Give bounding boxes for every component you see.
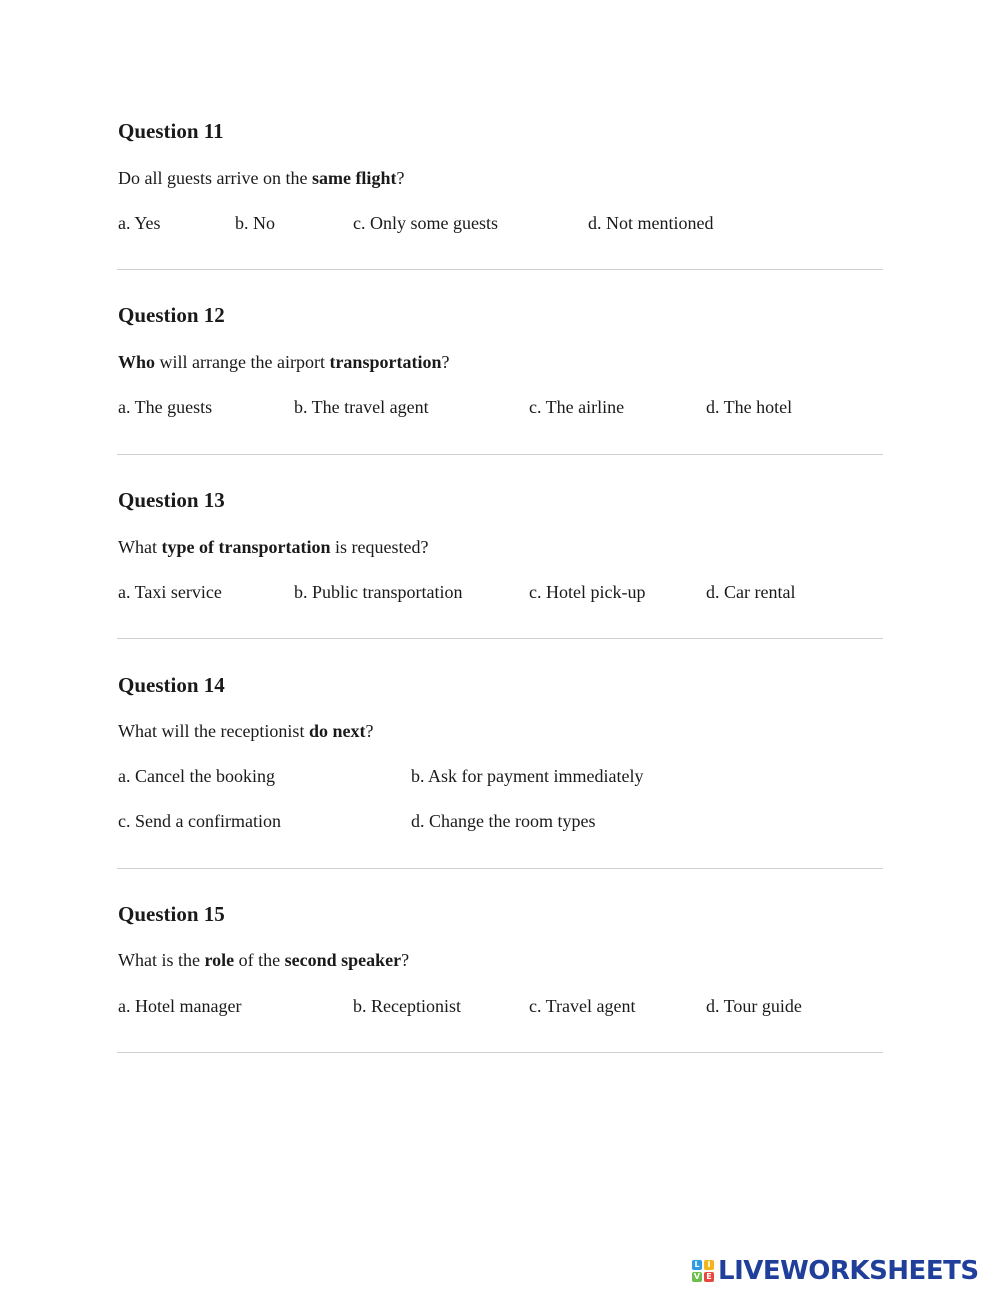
prompt-text: ?: [396, 168, 405, 188]
q12-option-b[interactable]: b. The travel agent: [294, 397, 429, 417]
question-11-title: Question 11: [118, 119, 224, 143]
prompt-keyword: same flight: [311, 168, 397, 188]
q14-option-a[interactable]: a. Cancel the booking: [118, 766, 275, 786]
liveworksheets-logo: [692, 1255, 979, 1287]
divider: [117, 868, 883, 869]
q15-option-d[interactable]: d. Tour guide: [706, 996, 802, 1016]
prompt-keyword: do next: [308, 721, 366, 741]
q13-option-b[interactable]: b. Public transportation: [294, 582, 463, 602]
q14-option-b[interactable]: b. Ask for payment immediately: [411, 766, 644, 786]
q15-option-a[interactable]: a. Hotel manager: [118, 996, 242, 1016]
q15-option-b[interactable]: b. Receptionist: [353, 996, 461, 1016]
q11-option-b[interactable]: b. No: [235, 213, 275, 233]
q15-option-c[interactable]: c. Travel agent: [529, 996, 636, 1016]
prompt-text: What: [118, 537, 162, 557]
divider: [117, 269, 883, 270]
prompt-keyword: transportation: [329, 352, 442, 372]
prompt-text: ?: [401, 950, 410, 970]
question-13-title: Question 13: [118, 488, 225, 512]
q13-option-d[interactable]: d. Car rental: [706, 582, 796, 602]
prompt-text: What is the: [118, 950, 205, 970]
q11-option-a[interactable]: a. Yes: [118, 213, 161, 233]
prompt-keyword: Who: [118, 352, 156, 372]
question-15-prompt: [118, 951, 409, 969]
q12-option-c[interactable]: c. The airline: [529, 397, 625, 417]
prompt-text: is requested?: [330, 537, 429, 557]
prompt-keyword: role: [204, 950, 235, 970]
q12-option-a[interactable]: a. The guests: [118, 397, 213, 417]
logo-tile-i: I: [704, 1260, 714, 1270]
question-13-prompt: [118, 538, 428, 556]
q11-option-c[interactable]: c. Only some guests: [353, 213, 498, 233]
q13-option-c[interactable]: c. Hotel pick-up: [529, 582, 646, 602]
question-11-prompt: [118, 169, 404, 187]
divider: [117, 454, 883, 455]
question-12-title: Question 12: [118, 303, 225, 327]
q14-option-c[interactable]: c. Send a confirmation: [118, 811, 281, 831]
prompt-text: What will the receptionist: [118, 721, 309, 741]
divider: [117, 638, 883, 639]
logo-text: LIVEWORKSHEETS: [718, 1256, 979, 1286]
logo-tile-v: V: [693, 1272, 701, 1281]
q13-option-a[interactable]: a. Taxi service: [118, 582, 222, 602]
logo-tile-l: L: [692, 1260, 702, 1270]
question-12-prompt: [118, 353, 449, 371]
divider: [117, 1052, 883, 1053]
question-15-title: Question 15: [118, 902, 225, 926]
prompt-text: will arrange the airport: [155, 352, 330, 372]
logo-tile-e: E: [704, 1272, 714, 1282]
prompt-text: Do all guests arrive on the: [118, 168, 312, 188]
prompt-text: ?: [441, 352, 450, 372]
q12-option-d[interactable]: d. The hotel: [706, 397, 793, 417]
question-14-title: Question 14: [118, 673, 225, 697]
q11-option-d[interactable]: d. Not mentioned: [588, 213, 714, 233]
q14-option-d[interactable]: d. Change the room types: [411, 811, 596, 831]
prompt-keyword: type of transportation: [161, 537, 331, 557]
prompt-text: of the: [234, 950, 285, 970]
logo-mark-icon: [692, 1260, 714, 1282]
prompt-keyword: second speaker: [284, 950, 402, 970]
prompt-text: ?: [365, 721, 374, 741]
question-14-prompt: [118, 722, 373, 740]
